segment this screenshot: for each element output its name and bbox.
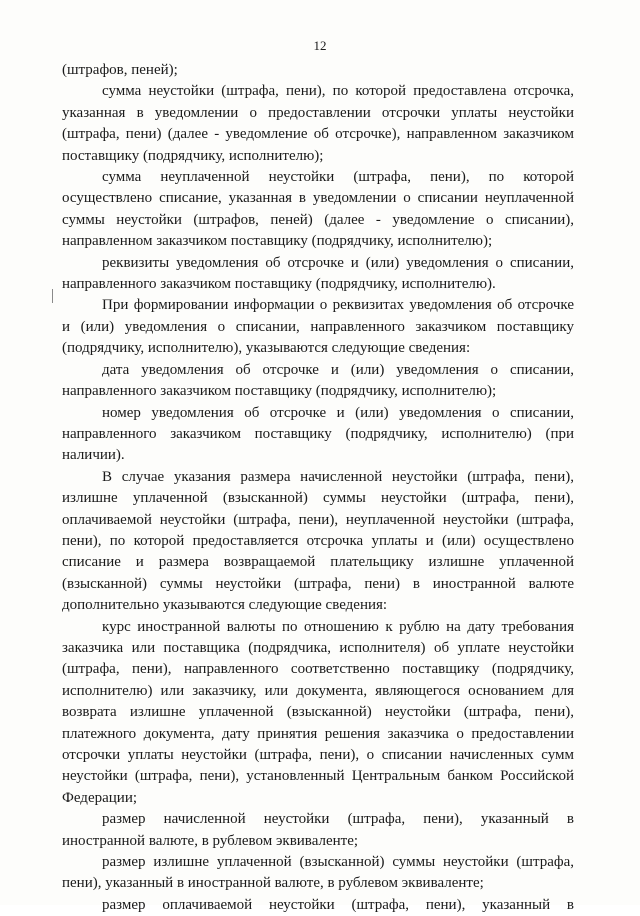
paragraph-paid-penalty: размер оплачиваемой неустойки (штрафа, пени), указанный в — [102, 896, 574, 913]
paragraph-overpaid-penalty: размер излишне уплаченной (взысканной) суммы неустойки (штрафа, пени), указанный в иностранной валюте, в рублевом эквиваленте; — [62, 854, 574, 892]
paragraph-notice-date: дата уведомления об отсрочке и (или) уведомления о списании, направленного заказчиком поставщику (подрядчику, исполнителю); — [62, 361, 574, 400]
paragraph-deferral-amount: сумма неустойки (штрафа, пени), по которой предоставлена отсрочка, указанная в уведомлении о предоставлении отсрочки уплаты неустойки (штрафа, пени) (далее - уведомление об отсрочке), направленном заказчиком поставщику (подрядчику, исполнителю); — [62, 83, 574, 164]
paragraph-notice-details: реквизиты уведомления об отсрочке и (или) уведомления о списании, направленного заказчиком поставщику (подрядчику, исполнителю). — [62, 254, 574, 293]
paragraph-notice-info-intro: При формировании информации о реквизитах уведомления об отсрочке и (или) уведомления о списании, направленного заказчиком поставщику (подрядчику, исполнителю), указываются следующие сведения: — [62, 297, 574, 357]
paragraph-accrued-penalty: размер начисленной неустойки (штрафа, пени), указанный в иностранной валюте, в рублевом эквиваленте; — [62, 811, 574, 849]
paragraph-writeoff-amount: сумма неуплаченной неустойки (штрафа, пени), по которой осуществлено списание, указанная в уведомлении о списании неуплаченной суммы неустойки (штрафов, пеней) (далее - уведомление о списании), направленном заказчиком поставщику (подрядчику, исполнителю); — [62, 169, 574, 250]
paragraph-continuation: (штрафов, пеней); — [62, 62, 178, 78]
page-number: 12 — [313, 38, 327, 53]
margin-mark — [52, 289, 53, 303]
paragraph-exchange-rate: курс иностранной валюты по отношению к рублю на дату требования заказчика или поставщика (подрядчика, исполнителя) об уплате неустойки (штрафа, пени), направленного соответственно поставщику (подрядчику, исполнителю) или заказчику, или документа, являющегося основанием для возврата излишне уплаченной (взысканной) неустойки (штрафа, пени), платежного документа, дату принятия решения заказчика о предоставлении отсрочки уплаты неустойки (штрафа, пени), о списании начисленных сумм неустойки (штрафа, пени), установленный Центральным банком Российской Федерации; — [62, 618, 574, 806]
document-body — [62, 60, 574, 916]
paragraph-foreign-currency-intro: В случае указания размера начисленной неустойки (штрафа, пени), излишне уплаченной (взысканной) суммы неустойки (штрафа, пени), оплачиваемой неустойки (штрафа, пени), неуплаченной неустойки (штрафа, пени), по которой предоставляется отсрочка уплаты и (или) осуществлено списание и размера возвращаемой плательщику излишне уплаченной (взысканной) суммы неустойки (штрафа, пени) в иностранной валюте дополнительно указываются следующие сведения: — [62, 468, 574, 614]
paragraph-notice-number: номер уведомления об отсрочке и (или) уведомления о списании, направленного заказчиком поставщику (подрядчику, исполнителю) (при наличии). — [62, 404, 574, 464]
